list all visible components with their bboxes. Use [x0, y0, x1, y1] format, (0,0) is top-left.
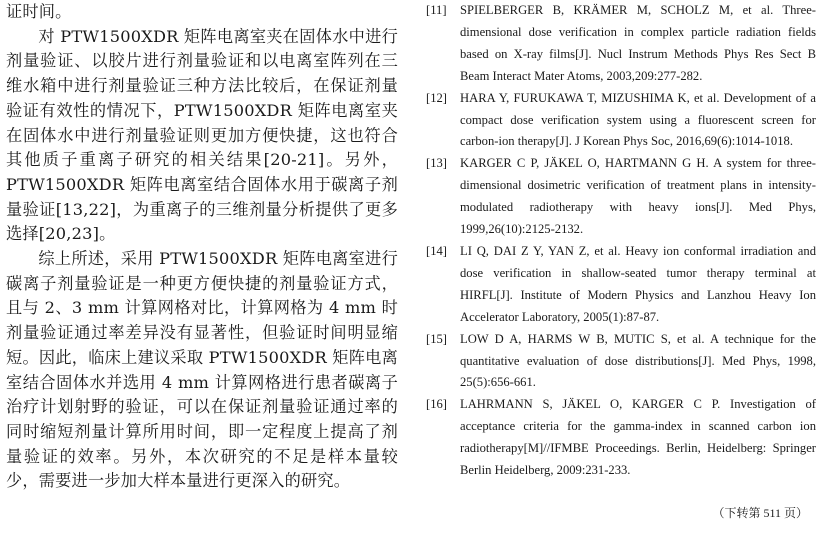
reference-item — [426, 88, 816, 154]
reference-text: LI Q, DAI Z Y, YAN Z, et al. Heavy ion conformal irradiation and dose verification in shallow-seated tumor therapy terminal at HIRFL[J]. Institute of Modern Physics and Lanzhou Heavy Ion Accelerator Laboratory, 2005(1):87-87. — [460, 243, 816, 324]
reference-item — [426, 394, 816, 482]
reference-number: [15] — [426, 331, 447, 346]
reference-number: [12] — [426, 90, 447, 105]
reference-number: [14] — [426, 243, 447, 258]
paragraph-conclusion: 综上所述，采用 PTW1500XDR 矩阵电离室进行碳离子剂量验证是一种更方便快捷的剂量验证方式，且与 2、3 mm 计算网格对比，计算网格为 4 mm 时剂量验证通过率差异没有显著性，但验证时间明显缩短。因此，临床上建议采取 PTW1500XDR 矩阵电离室结合固体水并选用 4 mm 计算网格进行患者碳离子治疗计划射野的验证，可以在保证剂量验证通过率的同时缩短剂量计算所用时间，即一定程度上提高了剂量验证的效率。另外，本次研究的不足是样本量较少，需要进一步加大样本量进行更深入的研究。 — [6, 249, 398, 491]
reference-text: LOW D A, HARMS W B, MUTIC S, et al. A technique for the quantitative evaluation of dose distributions[J]. Med Phys, 1998, 25(5):656-661. — [460, 331, 816, 390]
reference-item — [426, 241, 816, 329]
paragraph-comparison: 对 PTW1500XDR 矩阵电离室夹在固体水中进行剂量验证、以胶片进行剂量验证和以电离室阵列在三维水箱中进行剂量验证三种方法比较后，在保证剂量验证有效性的情况下，PTW1500XDR 矩阵电离室夹在固体水中进行剂量验证则更加方便快捷，这也符合其他质子重离子研究的相关结果[20-21]。另外，PTW1500XDR 矩阵电离室结合固体水用于碳离子剂量验证[13,22]，为重离子的三维剂量分析提供了更多选择[20,23]。 — [6, 26, 398, 244]
body-text-column — [6, 0, 398, 494]
reference-item — [426, 153, 816, 241]
paragraph-tail: 证时间。 — [6, 2, 72, 21]
reference-number: [11] — [426, 3, 447, 17]
reference-number: [16] — [426, 397, 447, 412]
reference-list — [426, 0, 816, 482]
reference-text: LAHRMANN S, JÄKEL O, KARGER C P. Investigation of acceptance criteria for the gamma-index in scanned carbon ion radiotherapy[M]//IFMBE Proceedings. Berlin, Heidelberg: Springer Berlin Heidelberg, 2009:231-233. — [460, 397, 816, 478]
reference-item — [426, 0, 816, 88]
reference-text: HARA Y, FURUKAWA T, MIZUSHIMA K, et al. Development of a compact dose verification system using a fluorescent screen for carbon-ion therapy[J]. J Korean Phys Soc, 2016,69(6):1014-1018. — [460, 90, 816, 149]
reference-text: SPIELBERGER B, KRÄMER M, SCHOLZ M, et al. Three-dimensional dose verification in complex particle radiation fields based on X-ray films[J]. Nucl Instrum Methods Phys Res Sect B Beam Interact Mater Atoms, 2003,209:277-282. — [460, 3, 816, 83]
reference-number: [13] — [426, 156, 447, 171]
continued-on-page-note: （下转第 511 页） — [712, 506, 808, 520]
reference-text: KARGER C P, JÄKEL O, HARTMANN G H. A system for three-dimensional dosimetric verification of treatment plans in intensity-modulated radiotherapy with heavy ions[J]. Med Phys, 1999,26(10):2125-2132. — [460, 156, 816, 237]
reference-item — [426, 329, 816, 395]
